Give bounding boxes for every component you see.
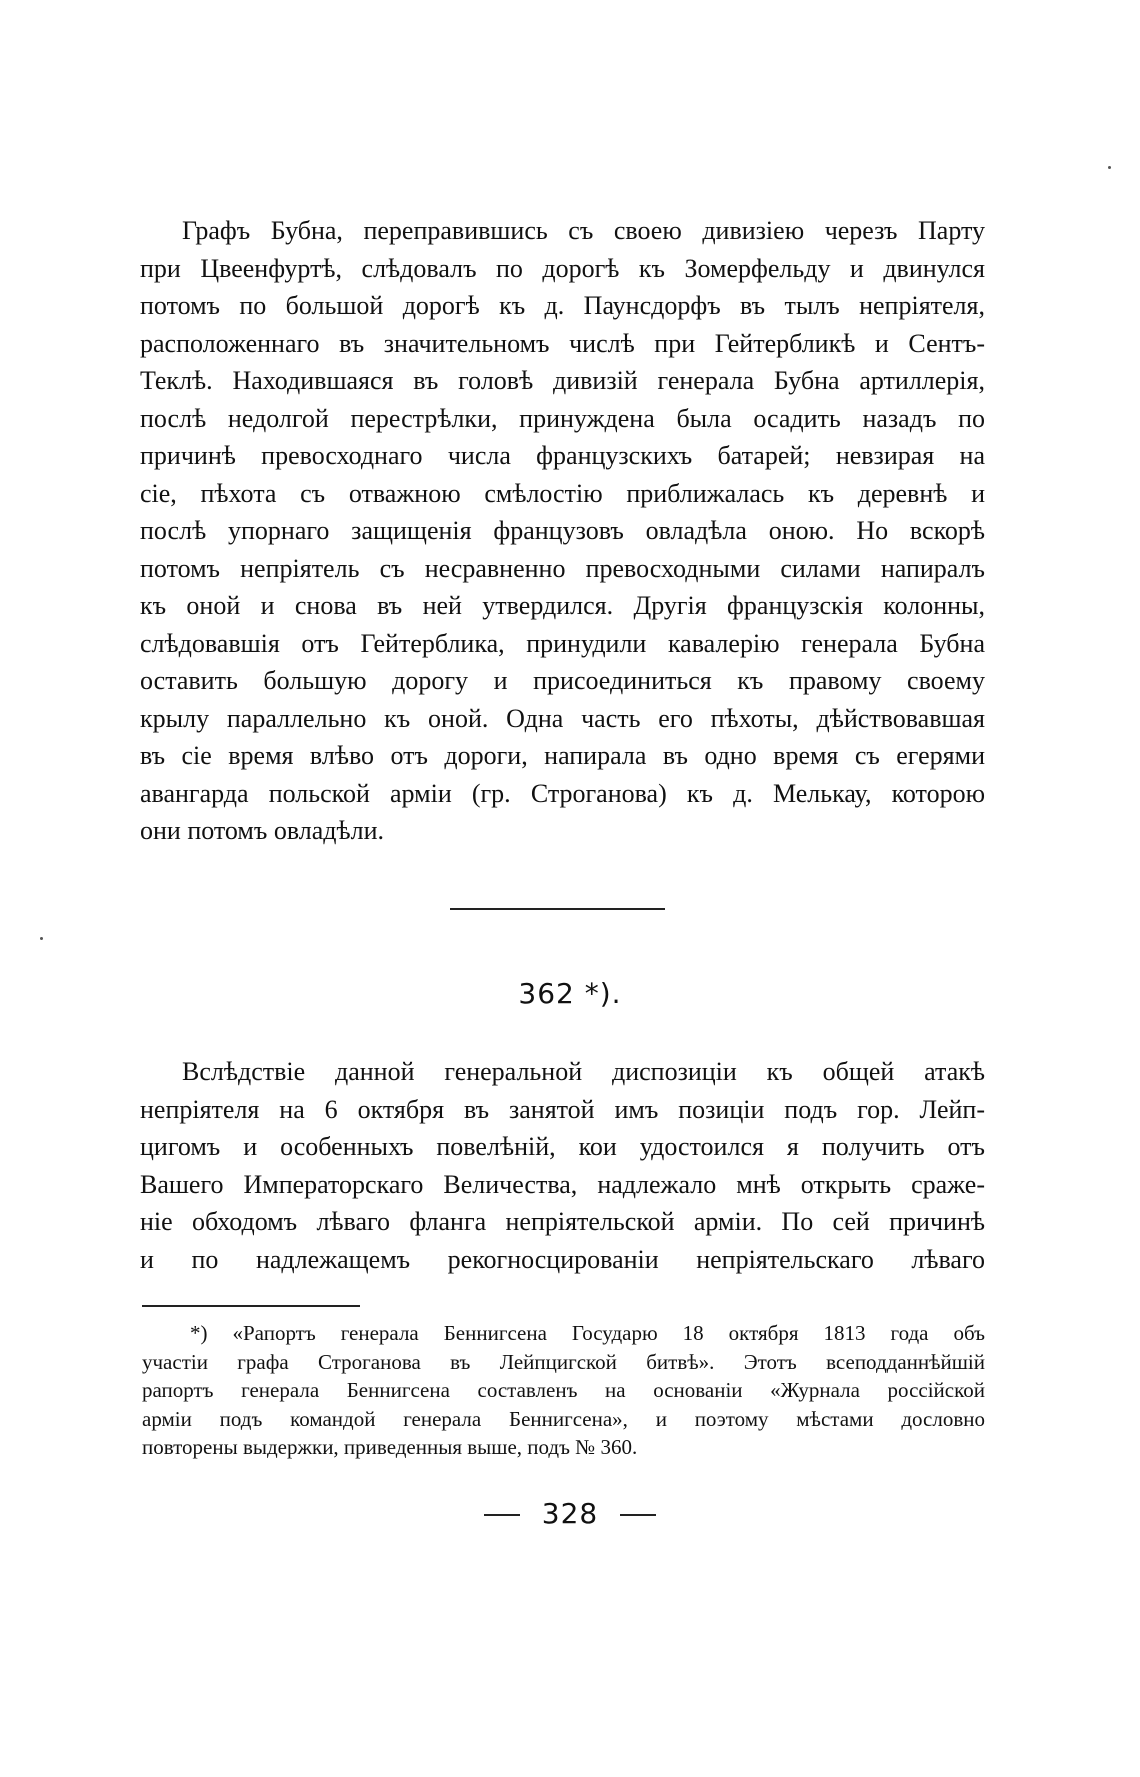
text-line: послѣ недолгой перестрѣлки, принуждена была осадить назадъ по xyxy=(140,403,985,433)
footnote-line: арміи подъ командой генерала Беннигсена», и поэтому мѣстами дословно xyxy=(142,1406,985,1431)
paper-speck xyxy=(1108,166,1111,169)
footnote-line: *) «Рапортъ генерала Беннигсена Государю 18 октября 1813 года объ xyxy=(190,1321,985,1345)
text-line: слѣдовавшія отъ Гейтерблика, принудили кавалерію генерала Бубна xyxy=(140,628,985,658)
em-dash-right xyxy=(620,1514,656,1516)
text-line: потомъ по большой дорогѣ къ д. Паунсдорфъ въ тылъ непріятеля, xyxy=(140,291,985,320)
text-line: послѣ упорнаго защищенія французовъ овладѣла оною. Но вскорѣ xyxy=(140,516,985,545)
page-number: 328 xyxy=(541,1497,599,1530)
text-line: оставить большую дорогу и присоединиться къ правому своему xyxy=(140,666,985,695)
text-line: крылу параллельно къ оной. Одна часть его пѣхоты, дѣйствовавшая xyxy=(140,703,985,733)
text-line: авангарда польской арміи (гр. Строганова) къ д. Мелькау, которою xyxy=(140,778,985,808)
text-line: Теклѣ. Находившаяся въ головѣ дивизій генерала Бубна артиллерія, xyxy=(140,366,985,395)
footnote xyxy=(142,1319,985,1462)
document-number: 362 *). xyxy=(518,977,622,1010)
footnote-line: повторены выдержки, приведенныя выше, подъ № 360. xyxy=(142,1435,638,1459)
text-line: ніе обходомъ лѣваго фланга непріятельской арміи. По сей причинѣ xyxy=(140,1207,985,1236)
text-line: къ оной и снова въ ней утвердился. Другія французскія колонны, xyxy=(140,591,985,620)
text-line: сіе, пѣхота съ отважною смѣлостію приближалась къ деревнѣ и xyxy=(140,478,985,508)
text-line: и по надлежащемъ рекогносцированіи непріятельскаго лѣваго xyxy=(140,1244,985,1274)
text-line: въ сіе время влѣво отъ дороги, напирала въ одно время съ егерями xyxy=(140,741,985,770)
paragraph-2 xyxy=(140,1053,985,1278)
page-number-row xyxy=(0,1497,1140,1530)
footnote-line: участіи графа Строганова въ Лейпцигской битвѣ». Этотъ всеподданнѣйшій xyxy=(142,1349,985,1374)
text-line: причинѣ превосходнаго числа французскихъ батарей; невзирая на xyxy=(140,441,985,470)
text-line: при Цвеенфуртѣ, слѣдовалъ по дорогѣ къ Зомерфельду и двинулся xyxy=(140,253,985,283)
text-line: Графъ Бубна, переправившись съ своею дивизіею черезъ Парту xyxy=(182,216,985,245)
paragraph-1 xyxy=(140,212,985,850)
text-line: они потомъ овладѣли. xyxy=(140,816,385,845)
footnote-rule xyxy=(142,1305,360,1307)
footnote-line: рапортъ генерала Беннигсена составленъ на основаніи «Журнала россійской xyxy=(142,1378,985,1402)
text-line: Вашего Императорскаго Величества, надлежало мнѣ открыть сраже- xyxy=(140,1169,985,1199)
paper-speck xyxy=(40,937,43,940)
text-line: непріятеля на 6 октября въ занятой имъ позиціи подъ гор. Лейп- xyxy=(140,1094,985,1124)
text-line: расположеннаго въ значительномъ числѣ при Гейтербликѣ и Сентъ- xyxy=(140,328,985,358)
text-line: цигомъ и особенныхъ повелѣній, кои удостоился я получить отъ xyxy=(140,1132,985,1161)
section-divider xyxy=(450,908,665,910)
text-line: Вслѣдствіе данной генеральной диспозиціи къ общей атакѣ xyxy=(182,1057,985,1086)
em-dash-left xyxy=(484,1514,520,1516)
text-line: потомъ непріятель съ несравненно превосходными силами напиралъ xyxy=(140,553,985,583)
